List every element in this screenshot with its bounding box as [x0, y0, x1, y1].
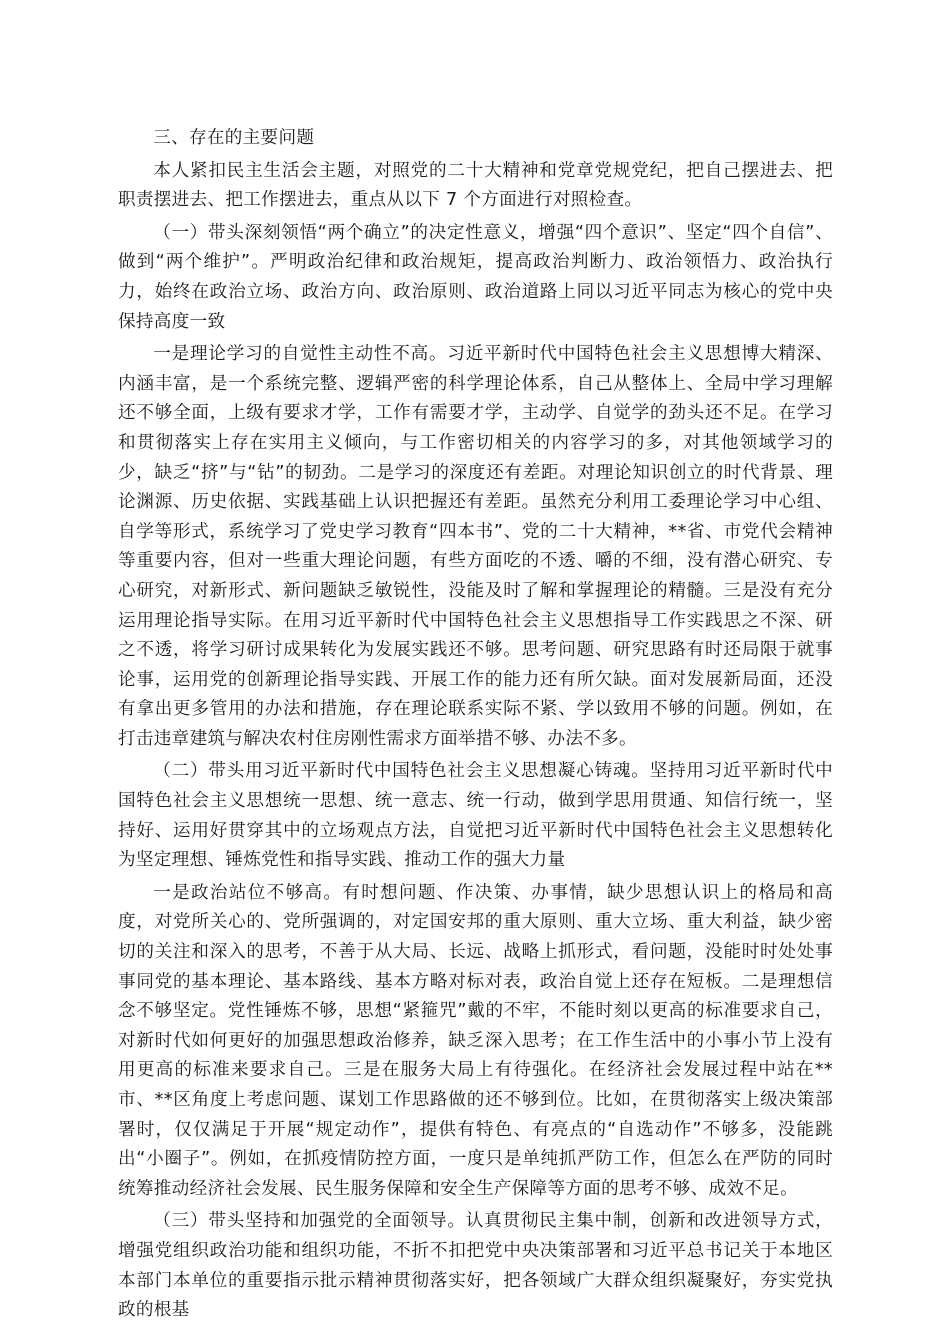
- section-heading: 三、存在的主要问题: [153, 128, 315, 148]
- item-two-body-paragraph: 一是政治站位不够高。有时想问题、作决策、办事情，缺少思想认识上的格局和高度，对党所关心的、党所强调的，对定国安邦的重大原则、重大立场、重大利益，缺少密切的关注和深入的思考，不善于从大局、长远、战略上抓形式，看问题，没能时时处处事事同党的基本理论、基本路线、基本方略对标对表，政治自觉上还存在短板。二是理想信念不够坚定。党性锤炼不够，思想“紧箍咒”戴的不牢，不能时刻以更高的标准要求自己，对新时代如何更好的加强思想政治修养，缺乏深入思考；在工作生活中的小事小节上没有用更高的标准来要求自己。三是在服务大局上有待强化。在经济社会发展过程中站在**市、**区角度上考虑问题、谋划工作思路做的还不够到位。比如，在贯彻落实上级决策部署时，仅仅满足于开展“规定动作”，提供有特色、有亮点的“自选动作”不够多，没能跳出“小圈子”。例如，在抓疫情防控方面，一度只是单纯抓严防工作，但怎么在严防的同时统筹推动经济社会发展、民生服务保障和安全生产保障等方面的思考不够、成效不足。: [118, 882, 833, 1199]
- intro-paragraph: 本人紧扣民主生活会主题，对照党的二十大精神和党章党规党纪，把自己摆进去、把职责摆进去、把工作摆进去，重点从以下 7 个方面进行对照检查。: [118, 160, 833, 211]
- item-two-heading-paragraph: （二）带头用习近平新时代中国特色社会主义思想凝心铸魂。坚持用习近平新时代中国特色社会主义思想统一思想、统一意志、统一行动，做到学思用贯通、知信行统一，坚持好、运用好贯穿其中的立场观点方法，自觉把习近平新时代中国特色社会主义思想转化为坚定理想、锤炼党性和指导实践、推动工作的强大力量: [118, 761, 833, 871]
- item-three-heading-paragraph: （三）带头坚持和加强党的全面领导。认真贯彻民主集中制，创新和改进领导方式，增强党组织政治功能和组织功能，不折不扣把党中央决策部署和习近平总书记关于本地区本部门本单位的重要指示批示精神贯彻落实好，把各领域广大群众组织凝聚好，夯实党执政的根基: [118, 1211, 833, 1321]
- item-one-body-paragraph: 一是理论学习的自觉性主动性不高。习近平新时代中国特色社会主义思想博大精深、内涵丰富，是一个系统完整、逻辑严密的科学理论体系，自己从整体上、全局中学习理解还不够全面，上级有要求才学，工作有需要才学，主动学、自觉学的劲头还不足。在学习和贯彻落实上存在实用主义倾向，与工作密切相关的内容学习的多，对其他领域学习的少，缺乏“挤”与“钻”的韧劲。二是学习的深度还有差距。对理论知识创立的时代背景、理论渊源、历史依据、实践基础上认识把握还有差距。虽然充分利用工委理论学习中心组、自学等形式，系统学习了党史学习教育“四本书”、党的二十大精神，**省、市党代会精神等重要内容，但对一些重大理论问题，有些方面吃的不透、嚼的不细，没有潜心研究、专心研究，对新形式、新问题缺乏敏锐性，没能及时了解和掌握理论的精髓。三是没有充分运用理论指导实际。在用习近平新时代中国特色社会主义思想指导工作实践思之不深、研之不透，将学习研讨成果转化为发展实践还不够。思考问题、研究思路有时还局限于就事论事，运用党的创新理论指导实践、开展工作的能力还有所欠缺。面对发展新局面，还没有拿出更多管用的办法和措施，存在理论联系实际不紧、学以致用不够的问题。例如，在打击违章建筑与解决农村住房刚性需求方面举措不够、办法不多。: [118, 344, 833, 749]
- item-one-heading-paragraph: （一）带头深刻领悟“两个确立”的决定性意义，增强“四个意识”、坚定“四个自信”、做到“两个维护”。严明政治纪律和政治规矩，提高政治判断力、政治领悟力、政治执行力，始终在政治立场、政治方向、政治原则、政治道路上同以习近平同志为核心的党中央保持高度一致: [118, 222, 833, 332]
- document-page: [118, 124, 833, 1326]
